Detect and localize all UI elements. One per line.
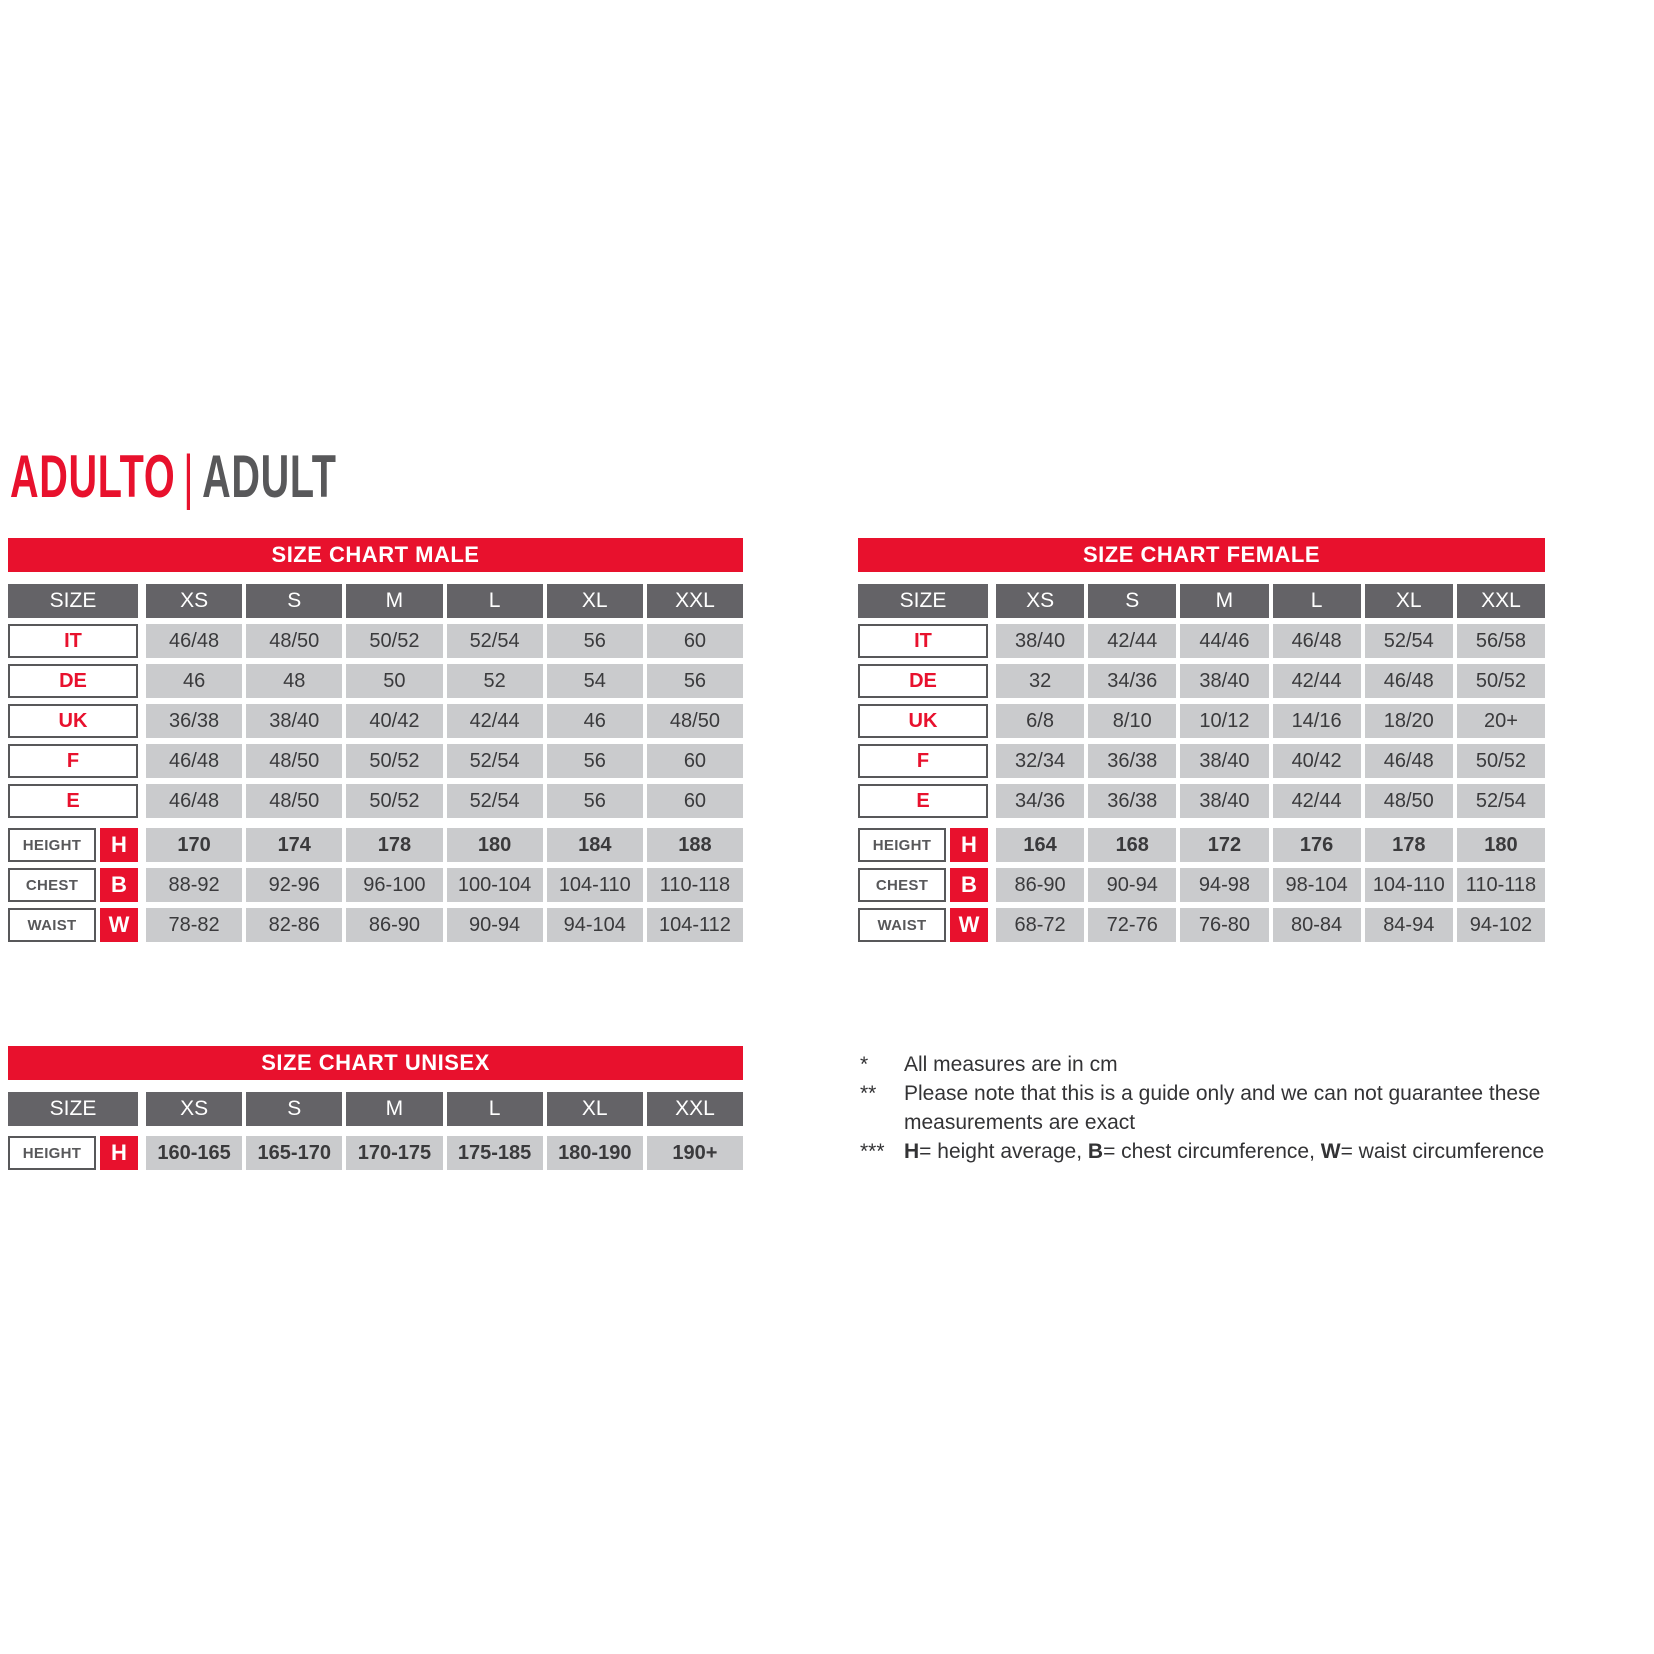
size-value-cell: 38/40 <box>1180 664 1268 698</box>
table-body-female <box>858 584 1545 942</box>
size-column-header: M <box>346 1092 442 1126</box>
measure-label-pair <box>858 868 988 902</box>
footnote-text <box>904 1137 1560 1166</box>
measure-value-cell: 180-190 <box>547 1136 643 1170</box>
footnote-line <box>860 1079 1560 1137</box>
country-size-row <box>8 784 743 818</box>
size-chart-female-table <box>858 538 1545 948</box>
measure-label: CHEST <box>8 868 96 902</box>
size-header-row <box>8 584 743 618</box>
footnote-marker: * <box>860 1053 869 1076</box>
size-value-cell: 50/52 <box>346 624 442 658</box>
size-value-cell: 42/44 <box>447 704 543 738</box>
size-value-cell: 56 <box>647 664 743 698</box>
size-value-cell: 50/52 <box>1457 744 1545 778</box>
country-code-label: DE <box>858 664 988 698</box>
size-value-cell: 46/48 <box>1273 624 1361 658</box>
measure-value-cell: 178 <box>346 828 442 862</box>
country-size-row <box>8 624 743 658</box>
size-value-cell: 56 <box>547 784 643 818</box>
page-title-separator: | <box>183 443 195 510</box>
size-value-cell: 10/12 <box>1180 704 1268 738</box>
page-title-secondary: ADULT <box>202 443 337 510</box>
measure-value-cell: 88-92 <box>146 868 242 902</box>
size-value-cell: 34/36 <box>996 784 1084 818</box>
size-value-cell: 48/50 <box>647 704 743 738</box>
size-column-header: S <box>246 1092 342 1126</box>
measure-label: CHEST <box>858 868 946 902</box>
size-value-cell: 46 <box>146 664 242 698</box>
measure-value-cell: 82-86 <box>246 908 342 942</box>
measure-value-cell: 165-170 <box>246 1136 342 1170</box>
size-chart-unisex-table <box>8 1046 743 1176</box>
measure-value-cell: 176 <box>1273 828 1361 862</box>
country-code-label: E <box>858 784 988 818</box>
measure-value-cell: 96-100 <box>346 868 442 902</box>
footnote-marker: *** <box>860 1140 885 1163</box>
table-body-unisex <box>8 1092 743 1170</box>
size-column-header: XXL <box>647 1092 743 1126</box>
size-value-cell: 52/54 <box>447 744 543 778</box>
measure-value-cell: 68-72 <box>996 908 1084 942</box>
size-value-cell: 18/20 <box>1365 704 1453 738</box>
size-value-cell: 40/42 <box>346 704 442 738</box>
country-size-row <box>858 784 1545 818</box>
footnote-text <box>904 1079 1560 1137</box>
country-size-row <box>8 704 743 738</box>
size-column-header: L <box>447 1092 543 1126</box>
footnote-marker: ** <box>860 1082 877 1105</box>
footnote-text-segment: All measures are in cm <box>904 1053 1118 1076</box>
country-size-row <box>8 744 743 778</box>
footnote-bold-term: B <box>1087 1140 1104 1163</box>
country-size-row <box>858 624 1545 658</box>
measure-value-cell: 94-104 <box>547 908 643 942</box>
measure-label: HEIGHT <box>8 828 96 862</box>
measure-code-badge: H <box>100 1136 138 1170</box>
measure-value-cell: 90-94 <box>447 908 543 942</box>
measure-value-cell: 110-118 <box>1457 868 1545 902</box>
measure-value-cell: 175-185 <box>447 1136 543 1170</box>
footnote-text <box>904 1050 1560 1079</box>
size-value-cell: 56 <box>547 744 643 778</box>
size-value-cell: 50 <box>346 664 442 698</box>
size-column-header: L <box>1273 584 1361 618</box>
size-header-row <box>8 1092 743 1126</box>
size-value-cell: 52/54 <box>1457 784 1545 818</box>
country-code-label: UK <box>8 704 138 738</box>
footnotes <box>860 1050 1560 1166</box>
size-value-cell: 20+ <box>1457 704 1545 738</box>
measure-row <box>858 868 1545 902</box>
size-header-cell: SIZE <box>858 584 988 618</box>
footnote-text-segment: = chest circumference, <box>1103 1140 1321 1163</box>
country-size-row <box>8 664 743 698</box>
size-value-cell: 6/8 <box>996 704 1084 738</box>
size-value-cell: 48/50 <box>246 784 342 818</box>
size-header-row <box>858 584 1545 618</box>
measure-code-badge: W <box>100 908 138 942</box>
size-value-cell: 48 <box>246 664 342 698</box>
size-value-cell: 40/42 <box>1273 744 1361 778</box>
footnote-line <box>860 1137 1560 1166</box>
size-value-cell: 14/16 <box>1273 704 1361 738</box>
measure-row <box>858 828 1545 862</box>
size-value-cell: 42/44 <box>1273 664 1361 698</box>
measure-value-cell: 178 <box>1365 828 1453 862</box>
footnote-bold-term: W <box>1320 1140 1341 1163</box>
table-title-male: SIZE CHART MALE <box>8 538 743 572</box>
size-value-cell: 48/50 <box>246 744 342 778</box>
size-value-cell: 48/50 <box>1365 784 1453 818</box>
measure-label-pair <box>858 908 988 942</box>
size-value-cell: 44/46 <box>1180 624 1268 658</box>
size-value-cell: 46/48 <box>146 624 242 658</box>
size-value-cell: 46/48 <box>1365 744 1453 778</box>
size-value-cell: 32/34 <box>996 744 1084 778</box>
size-value-cell: 32 <box>996 664 1084 698</box>
measure-value-cell: 180 <box>447 828 543 862</box>
size-column-header: S <box>1088 584 1176 618</box>
measure-value-cell: 104-112 <box>647 908 743 942</box>
size-value-cell: 50/52 <box>346 744 442 778</box>
size-value-cell: 52 <box>447 664 543 698</box>
size-value-cell: 46/48 <box>1365 664 1453 698</box>
size-column-header: XS <box>996 584 1084 618</box>
measure-value-cell: 160-165 <box>146 1136 242 1170</box>
measure-value-cell: 86-90 <box>346 908 442 942</box>
size-value-cell: 38/40 <box>996 624 1084 658</box>
measure-label: HEIGHT <box>858 828 946 862</box>
country-code-label: IT <box>858 624 988 658</box>
country-size-row <box>858 744 1545 778</box>
size-value-cell: 34/36 <box>1088 664 1176 698</box>
measure-value-cell: 76-80 <box>1180 908 1268 942</box>
measure-label-pair <box>8 828 138 862</box>
size-value-cell: 56 <box>547 624 643 658</box>
table-body-male <box>8 584 743 942</box>
country-code-label: F <box>8 744 138 778</box>
size-value-cell: 38/40 <box>1180 784 1268 818</box>
measure-value-cell: 84-94 <box>1365 908 1453 942</box>
size-column-header: XL <box>547 1092 643 1126</box>
size-value-cell: 8/10 <box>1088 704 1176 738</box>
country-code-label: IT <box>8 624 138 658</box>
country-size-row <box>858 704 1545 738</box>
measure-code-badge: W <box>950 908 988 942</box>
size-column-header: L <box>447 584 543 618</box>
table-title-unisex: SIZE CHART UNISEX <box>8 1046 743 1080</box>
measure-row <box>8 868 743 902</box>
measure-row <box>858 908 1545 942</box>
measure-value-cell: 170-175 <box>346 1136 442 1170</box>
measure-label: HEIGHT <box>8 1136 96 1170</box>
footnote-text-segment: Please note that this is a guide only and we can not guarantee these measurements are exact <box>904 1082 1541 1134</box>
measure-value-cell: 188 <box>647 828 743 862</box>
measure-label-pair <box>8 868 138 902</box>
measure-value-cell: 94-98 <box>1180 868 1268 902</box>
size-header-cell: SIZE <box>8 1092 138 1126</box>
measure-row <box>8 828 743 862</box>
size-value-cell: 38/40 <box>246 704 342 738</box>
measure-value-cell: 104-110 <box>547 868 643 902</box>
size-value-cell: 36/38 <box>146 704 242 738</box>
measure-value-cell: 100-104 <box>447 868 543 902</box>
size-value-cell: 52/54 <box>447 624 543 658</box>
measure-value-cell: 180 <box>1457 828 1545 862</box>
size-chart-male-table <box>8 538 743 948</box>
measure-label-pair <box>858 828 988 862</box>
measure-value-cell: 110-118 <box>647 868 743 902</box>
size-value-cell: 38/40 <box>1180 744 1268 778</box>
size-value-cell: 56/58 <box>1457 624 1545 658</box>
measure-value-cell: 94-102 <box>1457 908 1545 942</box>
measure-value-cell: 174 <box>246 828 342 862</box>
size-value-cell: 36/38 <box>1088 744 1176 778</box>
measure-label-pair <box>8 1136 138 1170</box>
measure-label: WAIST <box>858 908 946 942</box>
measure-value-cell: 168 <box>1088 828 1176 862</box>
size-value-cell: 52/54 <box>1365 624 1453 658</box>
footnote-bold-term: H <box>904 1140 920 1163</box>
measure-value-cell: 104-110 <box>1365 868 1453 902</box>
measure-value-cell: 92-96 <box>246 868 342 902</box>
size-column-header: XXL <box>1457 584 1545 618</box>
size-value-cell: 60 <box>647 744 743 778</box>
country-code-label: F <box>858 744 988 778</box>
measure-value-cell: 172 <box>1180 828 1268 862</box>
country-size-row <box>858 664 1545 698</box>
size-value-cell: 50/52 <box>1457 664 1545 698</box>
page-title-primary: ADULTO <box>10 443 176 510</box>
measure-value-cell: 78-82 <box>146 908 242 942</box>
measure-value-cell: 164 <box>996 828 1084 862</box>
size-column-header: XL <box>1365 584 1453 618</box>
measure-code-badge: H <box>950 828 988 862</box>
measure-label: WAIST <box>8 908 96 942</box>
country-code-label: E <box>8 784 138 818</box>
page-title <box>10 442 337 511</box>
size-column-header: M <box>1180 584 1268 618</box>
measure-code-badge: B <box>950 868 988 902</box>
size-value-cell: 42/44 <box>1273 784 1361 818</box>
measure-value-cell: 80-84 <box>1273 908 1361 942</box>
size-value-cell: 60 <box>647 624 743 658</box>
measure-row <box>8 1136 743 1170</box>
footnote-text-segment: = waist circumference <box>1340 1140 1545 1163</box>
size-value-cell: 46/48 <box>146 784 242 818</box>
size-value-cell: 48/50 <box>246 624 342 658</box>
measure-value-cell: 72-76 <box>1088 908 1176 942</box>
size-column-header: XL <box>547 584 643 618</box>
footnote-text-segment: = height average, <box>919 1140 1088 1163</box>
footnote-line <box>860 1050 1560 1079</box>
measure-value-cell: 190+ <box>647 1136 743 1170</box>
table-title-female: SIZE CHART FEMALE <box>858 538 1545 572</box>
size-column-header: M <box>346 584 442 618</box>
measure-row <box>8 908 743 942</box>
measure-value-cell: 170 <box>146 828 242 862</box>
measure-label-pair <box>8 908 138 942</box>
measure-code-badge: H <box>100 828 138 862</box>
country-code-label: UK <box>858 704 988 738</box>
size-header-cell: SIZE <box>8 584 138 618</box>
country-code-label: DE <box>8 664 138 698</box>
measure-value-cell: 90-94 <box>1088 868 1176 902</box>
size-value-cell: 52/54 <box>447 784 543 818</box>
size-value-cell: 60 <box>647 784 743 818</box>
size-value-cell: 46 <box>547 704 643 738</box>
size-column-header: S <box>246 584 342 618</box>
size-value-cell: 42/44 <box>1088 624 1176 658</box>
measure-value-cell: 184 <box>547 828 643 862</box>
measure-code-badge: B <box>100 868 138 902</box>
size-value-cell: 36/38 <box>1088 784 1176 818</box>
size-column-header: XS <box>146 1092 242 1126</box>
size-column-header: XXL <box>647 584 743 618</box>
measure-value-cell: 86-90 <box>996 868 1084 902</box>
size-column-header: XS <box>146 584 242 618</box>
size-value-cell: 46/48 <box>146 744 242 778</box>
size-value-cell: 50/52 <box>346 784 442 818</box>
measure-value-cell: 98-104 <box>1273 868 1361 902</box>
size-value-cell: 54 <box>547 664 643 698</box>
